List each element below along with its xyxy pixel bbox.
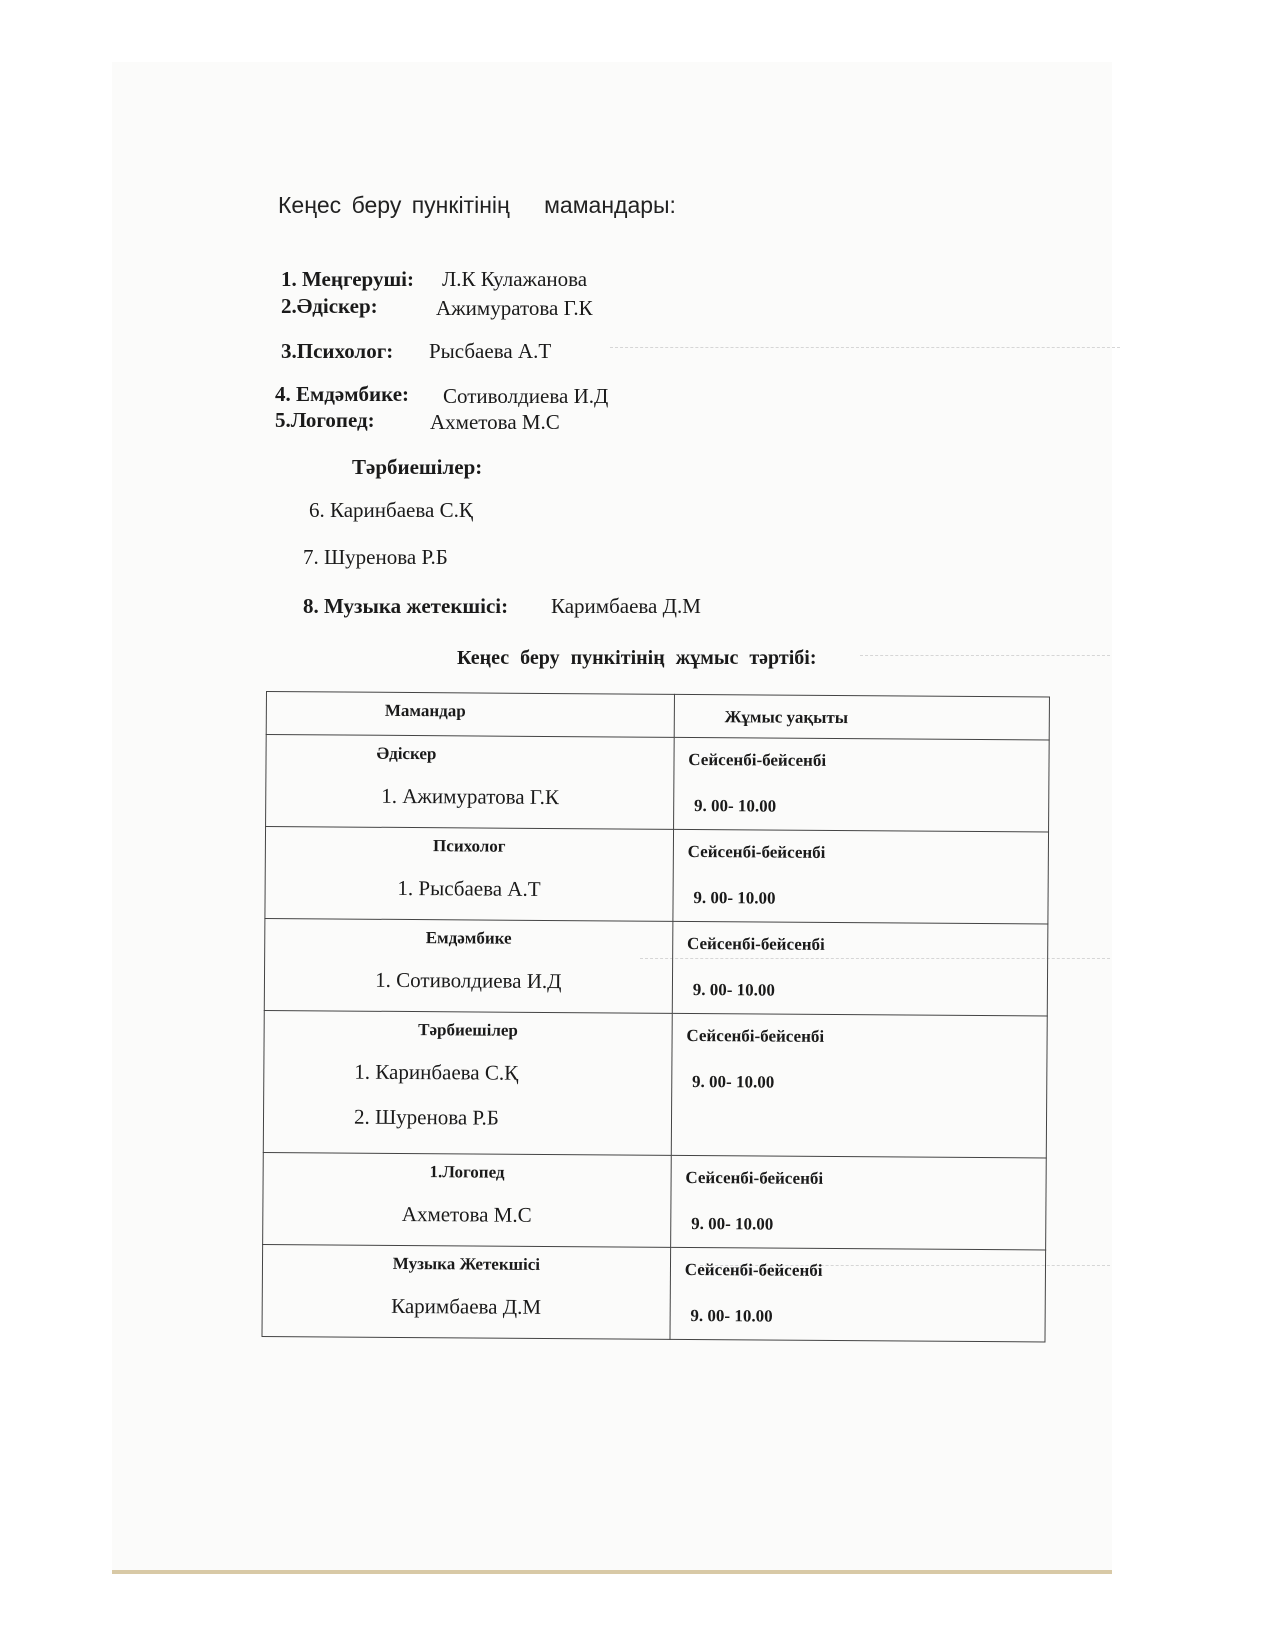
specialist-cell bbox=[263, 1152, 671, 1247]
hours-cell bbox=[673, 737, 1049, 832]
staff-item bbox=[275, 408, 560, 434]
specialist-name: 1. Сотиволдиева И.Д bbox=[375, 967, 562, 994]
work-days: Сейсенбі-бейсенбі bbox=[687, 841, 826, 862]
table-row bbox=[265, 827, 1049, 924]
page-heading bbox=[278, 192, 676, 219]
specialist-role: Тәрбиешілер bbox=[418, 1020, 519, 1040]
hours-cell bbox=[673, 829, 1049, 924]
educator-item: 6. Каринбаева С.Қ bbox=[309, 498, 473, 522]
specialist-name: 2. Шуренова Р.Б bbox=[353, 1104, 499, 1130]
hours-cell bbox=[672, 921, 1048, 1016]
hours-cell bbox=[670, 1155, 1046, 1250]
work-hours: 9. 00- 10.00 bbox=[690, 1305, 773, 1326]
staff-name: Сотиволдиева И.Д bbox=[443, 384, 609, 408]
work-hours: 9. 00- 10.00 bbox=[693, 887, 776, 908]
hours-cell bbox=[670, 1247, 1046, 1342]
table-row bbox=[266, 735, 1050, 832]
staff-name: Ажимуратова Г.К bbox=[436, 296, 593, 320]
staff-role: 2.Әдіскер: bbox=[281, 294, 378, 318]
specialist-name: 1. Каринбаева С.Қ bbox=[354, 1059, 519, 1085]
schedule-title: Кеңес беру пункітінің жұмыс тәртібі: bbox=[457, 647, 817, 669]
table-header-row bbox=[266, 692, 1049, 740]
specialist-name: 1. Рысбаева А.Т bbox=[397, 875, 541, 901]
table-row bbox=[263, 1010, 1047, 1157]
table-header-cell bbox=[674, 694, 1049, 740]
specialist-role: Музыка Жетекшісі bbox=[392, 1253, 541, 1274]
column-header-specialists: Мамандар bbox=[384, 700, 466, 721]
work-hours: 9. 00- 10.00 bbox=[692, 1071, 775, 1092]
educator-item: 7. Шуренова Р.Б bbox=[303, 545, 448, 569]
staff-name: Ахметова М.С bbox=[430, 410, 560, 434]
specialist-cell bbox=[265, 827, 673, 922]
specialist-cell bbox=[264, 918, 672, 1013]
staff-item bbox=[281, 267, 588, 292]
staff-item bbox=[281, 294, 593, 320]
schedule-table bbox=[261, 691, 1049, 1342]
specialist-name: Каримбаева Д.М bbox=[391, 1293, 542, 1319]
sheet-edge bbox=[112, 1570, 1112, 1574]
scan-artifact-line bbox=[610, 347, 1120, 349]
specialist-cell bbox=[262, 1244, 670, 1339]
work-days: Сейсенбі-бейсенбі bbox=[688, 749, 827, 770]
staff-role: 3.Психолог: bbox=[281, 339, 394, 363]
music-director-item bbox=[303, 594, 701, 619]
work-days: Сейсенбі-бейсенбі bbox=[685, 1167, 824, 1188]
work-days: Сейсенбі-бейсенбі bbox=[684, 1259, 823, 1280]
heading-word: Кеңес bbox=[278, 192, 342, 218]
column-header-hours: Жұмыс уақыты bbox=[724, 707, 849, 728]
staff-item bbox=[275, 382, 609, 408]
table-row bbox=[263, 1152, 1047, 1249]
specialist-role: Әдіскер bbox=[376, 743, 437, 764]
work-days: Сейсенбі-бейсенбі bbox=[686, 1025, 825, 1046]
specialist-role: Психолог bbox=[433, 836, 506, 856]
educators-heading: Тәрбиешілер: bbox=[352, 455, 483, 479]
specialist-cell bbox=[266, 735, 674, 830]
heading-word: пункітінің bbox=[411, 192, 510, 218]
staff-role: 5.Логопед: bbox=[275, 408, 375, 432]
specialist-cell bbox=[263, 1010, 672, 1155]
heading-word: беру bbox=[351, 192, 402, 218]
staff-item bbox=[281, 339, 552, 364]
heading-word: мамандары: bbox=[544, 192, 676, 218]
specialist-name: 1. Ажимуратова Г.К bbox=[381, 783, 559, 810]
staff-name: Каримбаева Д.М bbox=[551, 594, 701, 618]
table-header-cell bbox=[266, 692, 674, 738]
work-hours: 9. 00- 10.00 bbox=[692, 979, 775, 1000]
staff-name: Л.К Кулажанова bbox=[442, 267, 588, 291]
staff-role: 1. Меңгеруші: bbox=[281, 267, 415, 291]
staff-role: 4. Емдәмбике: bbox=[275, 382, 410, 406]
work-hours: 9. 00- 10.00 bbox=[691, 1213, 774, 1234]
specialist-role: Емдәмбике bbox=[425, 928, 512, 948]
hours-cell bbox=[671, 1013, 1047, 1158]
work-days: Сейсенбі-бейсенбі bbox=[686, 933, 825, 954]
staff-role: 8. Музыка жетекшісі: bbox=[303, 594, 509, 618]
work-hours: 9. 00- 10.00 bbox=[693, 795, 777, 816]
scan-artifact-line bbox=[860, 655, 1110, 657]
specialist-name: Ахметова М.С bbox=[401, 1201, 532, 1227]
specialist-role: 1.Логопед bbox=[429, 1162, 505, 1182]
staff-name: Рысбаева А.Т bbox=[429, 339, 552, 363]
table-row bbox=[264, 918, 1048, 1015]
table-row bbox=[262, 1244, 1046, 1341]
